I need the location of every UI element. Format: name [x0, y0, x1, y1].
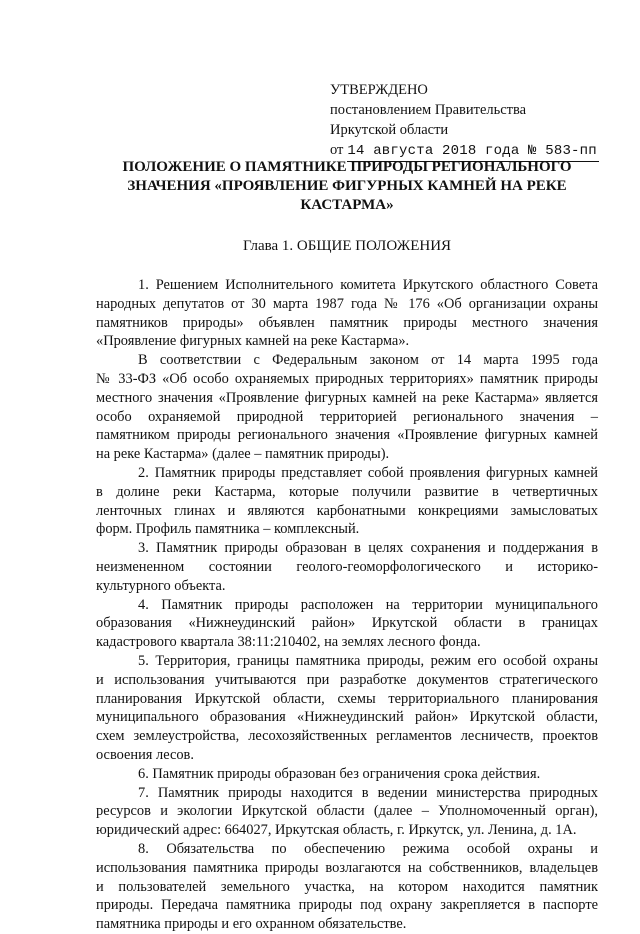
paragraph-line: народных депутатов от 30 марта 1987 года № 176 «Об организации охраны	[96, 295, 598, 312]
approval-line: постановлением Правительства	[330, 102, 527, 118]
paragraph-line: памятником природы регионального значения «Проявление фигурных камней	[96, 427, 598, 444]
document-body	[96, 276, 598, 934]
paragraph	[96, 840, 598, 934]
paragraph-line: памятников природы» объявлен памятник природы местного значения	[96, 314, 598, 331]
paragraph-line: памятника природы и его охранном обязательстве.	[96, 916, 407, 933]
paragraph-line: освоения лесов.	[96, 746, 194, 763]
paragraph-line: 3. Памятник природы образован в целях сохранения и поддержания в	[138, 540, 598, 557]
paragraph	[96, 276, 598, 351]
approval-block	[330, 80, 599, 162]
paragraph-line: образования «Нижнеудинский район» Иркутской области в границах	[96, 615, 598, 632]
paragraph	[96, 596, 598, 652]
paragraph-line: культурного объекта.	[96, 577, 226, 594]
paragraph-line: форм. Профиль памятника – комплексный.	[96, 521, 360, 538]
paragraph-line: на реке Кастарма» (далее – памятник природы).	[96, 446, 390, 463]
paragraph-line: 8. Обязательства по обеспечению режима особой охраны и	[138, 840, 598, 857]
paragraph-line: В соответствии с Федеральным законом от 14 марта 1995 года	[138, 352, 598, 369]
paragraph-line: 7. Памятник природы находится в ведении министерства природных	[138, 784, 598, 801]
paragraph-line: 5. Территория, границы памятника природы, режим его особой охраны	[138, 652, 598, 669]
paragraph-line: схем землеустройства, лесохозяйственных регламентов лесничеств, проектов	[96, 728, 598, 745]
paragraph-line: ленточных глинах и являются карбонатными конкрециями замысловатых	[96, 502, 598, 519]
paragraph-line: 6. Памятник природы образован без ограничения срока действия.	[138, 765, 541, 782]
paragraph-line: в долине реки Кастарма, которые получили развитие в четвертичных	[96, 483, 598, 500]
paragraph-line: юридический адрес: 664027, Иркутская область, г. Иркутск, ул. Ленина, д. 1А.	[96, 822, 577, 839]
approval-line: Иркутской области	[330, 122, 449, 138]
paragraph-line: природы. Передача памятника природы под охрану закрепляется в паспорте	[96, 897, 598, 914]
paragraph	[96, 539, 598, 595]
paragraph	[96, 351, 598, 464]
paragraph	[96, 652, 598, 765]
approval-date-value: 14 августа 2018 года № 583-пп	[347, 141, 598, 162]
paragraph-line: муниципального образования «Нижнеудинский район» Иркутской области,	[96, 709, 598, 726]
paragraph-line: 2. Памятник природы представляет собой проявления фигурных камней	[138, 464, 598, 481]
paragraph-line: 1. Решением Исполнительного комитета Иркутского областного Совета	[138, 277, 598, 293]
approval-date-prefix: от	[330, 142, 344, 158]
paragraph	[96, 765, 598, 784]
title-line: ПОЛОЖЕНИЕ О ПАМЯТНИКЕ ПРИРОДЫ РЕГИОНАЛЬНОГО	[122, 159, 572, 175]
paragraph-line: планирования Иркутской области, схемы территориального планирования	[96, 690, 598, 707]
paragraph-line: «Проявление фигурных камней на реке Кастарма».	[96, 333, 410, 350]
paragraph-line: и пользователей земельного участка, на котором находится памятник	[96, 878, 598, 895]
paragraph-line: неизмененном состоянии геолого-геоморфологического и историко-	[96, 558, 598, 575]
paragraph-line: местного значения «Проявление фигурных камней на реке Кастарма» является	[96, 389, 598, 406]
document-title	[96, 158, 598, 215]
paragraph-line: № 33-ФЗ «Об особо охраняемых природных территориях» памятник природы	[96, 370, 598, 387]
approval-heading: УТВЕРЖДЕНО	[330, 82, 428, 98]
chapter-heading: Глава 1. ОБЩИЕ ПОЛОЖЕНИЯ	[242, 238, 452, 254]
paragraph-line: кадастрового квартала 38:11:210402, на землях лесного фонда.	[96, 634, 481, 651]
title-line: ЗНАЧЕНИЯ «ПРОЯВЛЕНИЕ ФИГУРНЫХ КАМНЕЙ НА РЕКЕ	[127, 178, 567, 194]
paragraph-line: использования памятника природы возлагаются на собственников, владельцев	[96, 859, 598, 876]
paragraph	[96, 784, 598, 840]
paragraph	[96, 464, 598, 539]
paragraph-line: ресурсов и экологии Иркутской области (далее – Уполномоченный орган),	[96, 803, 598, 820]
paragraph-line: 4. Памятник природы расположен на территории муниципального	[138, 596, 598, 613]
paragraph-line: и использования учитываются при разработке документов стратегического	[96, 671, 598, 688]
title-line: КАСТАРМА»	[300, 197, 394, 213]
paragraph-line: особо охраняемой природной территорией регионального значения –	[96, 408, 598, 425]
